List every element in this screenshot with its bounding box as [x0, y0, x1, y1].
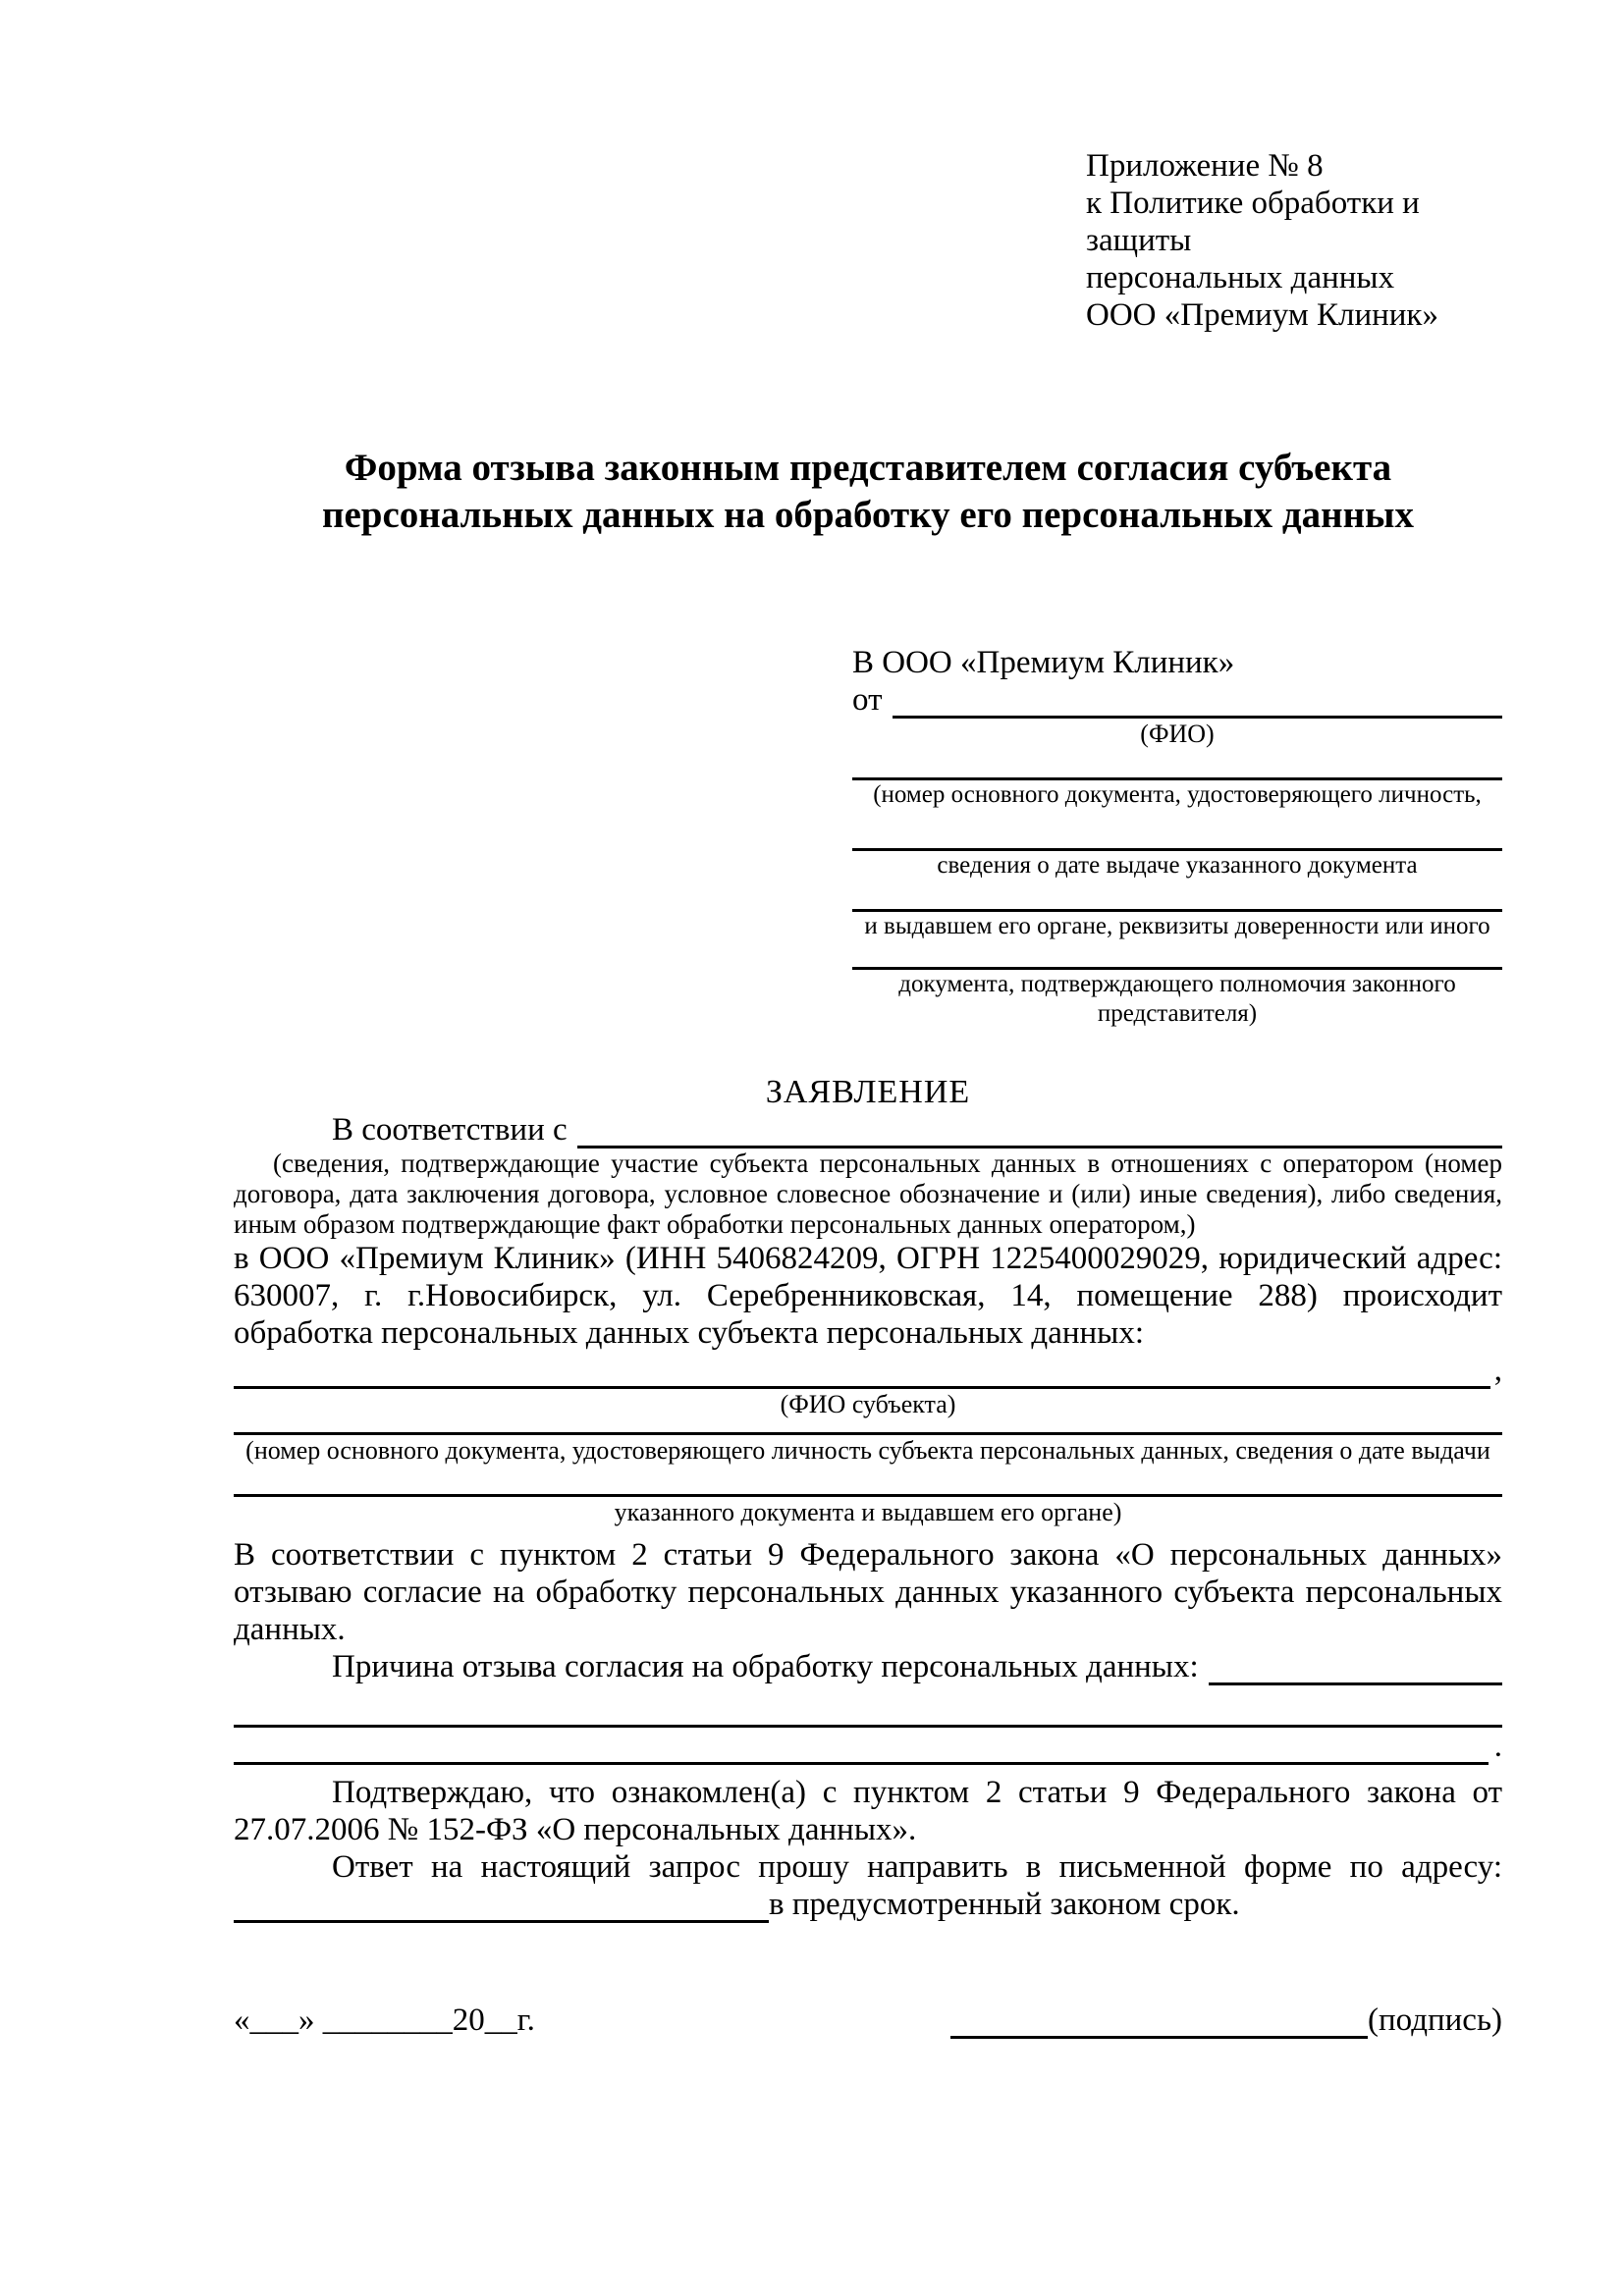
subject-name-blank-field	[234, 1352, 1490, 1389]
subject-name-row	[234, 1352, 1502, 1389]
addressee-organization: В ООО «Премиум Клиник»	[852, 645, 1235, 680]
addressee-block	[852, 644, 1502, 1029]
subject-fio-caption: (ФИО субъекта)	[780, 1390, 956, 1418]
from-name-blank-field	[893, 681, 1503, 719]
reason-blank-field-line-3	[234, 1728, 1489, 1765]
field-caption: (номер основного документа, удостоверяющего личность,	[873, 781, 1482, 808]
subject-line-suffix: ,	[1493, 1353, 1502, 1388]
response-suffix: в предусмотренный законом срок.	[769, 1887, 1240, 1922]
relation-details-blank-field	[577, 1111, 1502, 1148]
field-caption: документа, подтверждающего полномочия законного представителя)	[898, 971, 1456, 1027]
reason-blank-field	[1209, 1648, 1502, 1685]
intro-label: В соответствии с	[332, 1112, 568, 1148]
subject-doc-caption-2: указанного документа и выдавшем его органе)	[614, 1498, 1122, 1526]
intro-row	[234, 1111, 1502, 1148]
appendix-line: ООО «Премиум Клиник»	[1086, 297, 1438, 333]
response-paragraph: Ответ на настоящий запрос прошу направить в письменной форме по адресу:	[332, 1849, 1502, 1885]
acknowledgement-paragraph: Подтверждаю, что ознакомлен(а) с пунктом 2 статьи 9 Федерального закона от 27.07.2006 № 152-ФЗ «О персональных данных».	[234, 1775, 1502, 1847]
subject-doc-caption-1: (номер основного документа, удостоверяющего личность субъекта персональных данных, сведения о дате выдачи	[245, 1436, 1490, 1465]
reason-label: Причина отзыва согласия на обработку персональных данных:	[332, 1649, 1199, 1684]
response-address-blank-field	[234, 1886, 769, 1923]
statement-heading: ЗАЯВЛЕНИЕ	[765, 1074, 971, 1110]
line-terminator: .	[1493, 1729, 1502, 1764]
field-caption: и выдавшем его органе, реквизиты доверенности или иного	[864, 913, 1490, 939]
intro-caption: (сведения, подтверждающие участие субъекта персональных данных в отношениях с оператором (номер договора, дата заключения договора, условное словесное обозначение и (или) иные сведения), либо сведения, иным образом подтверждающие факт обработки персональных данных оператором,)	[234, 1148, 1502, 1239]
response-address-row	[234, 1886, 1502, 1923]
operator-paragraph: в ООО «Премиум Клиник» (ИНН 5406824209, ОГРН 1225400029029, юридический адрес: 630007, г. г.Новосибирск, ул. Серебренниковская, 14, помещение 288) происходит обработка персональных данных субъекта персональных данных:	[234, 1241, 1502, 1351]
page-title-line-2: персональных данных на обработку его персональных данных	[321, 494, 1415, 536]
signature-group	[950, 2002, 1502, 2039]
page-content	[234, 0, 1502, 2039]
footer-row	[234, 2002, 1502, 2039]
from-label: от	[852, 682, 883, 718]
reason-row	[234, 1648, 1502, 1685]
appendix-line: персональных данных	[1086, 260, 1395, 295]
fio-caption: (ФИО)	[1140, 720, 1215, 748]
field-caption: сведения о дате выдаче указанного документа	[937, 852, 1418, 879]
appendix-line: к Политике обработки и защиты	[1086, 186, 1420, 258]
appendix-line: Приложение № 8	[1086, 148, 1324, 184]
page-title	[234, 445, 1502, 539]
appendix-header	[1086, 0, 1502, 334]
signature-blank-field	[950, 2036, 1368, 2039]
withdrawal-paragraph: В соответствии с пунктом 2 статьи 9 Федерального закона «О персональных данных» отзываю согласие на обработку персональных данных указанного субъекта персональных данных.	[234, 1537, 1502, 1647]
reason-terminator-row	[234, 1728, 1502, 1765]
page-title-line-1: Форма отзыва законным представителем согласия субъекта	[344, 447, 1392, 489]
from-row	[852, 681, 1502, 719]
signature-caption: (подпись)	[1368, 2002, 1502, 2038]
date-line: «___» ________20__г.	[234, 2002, 535, 2038]
